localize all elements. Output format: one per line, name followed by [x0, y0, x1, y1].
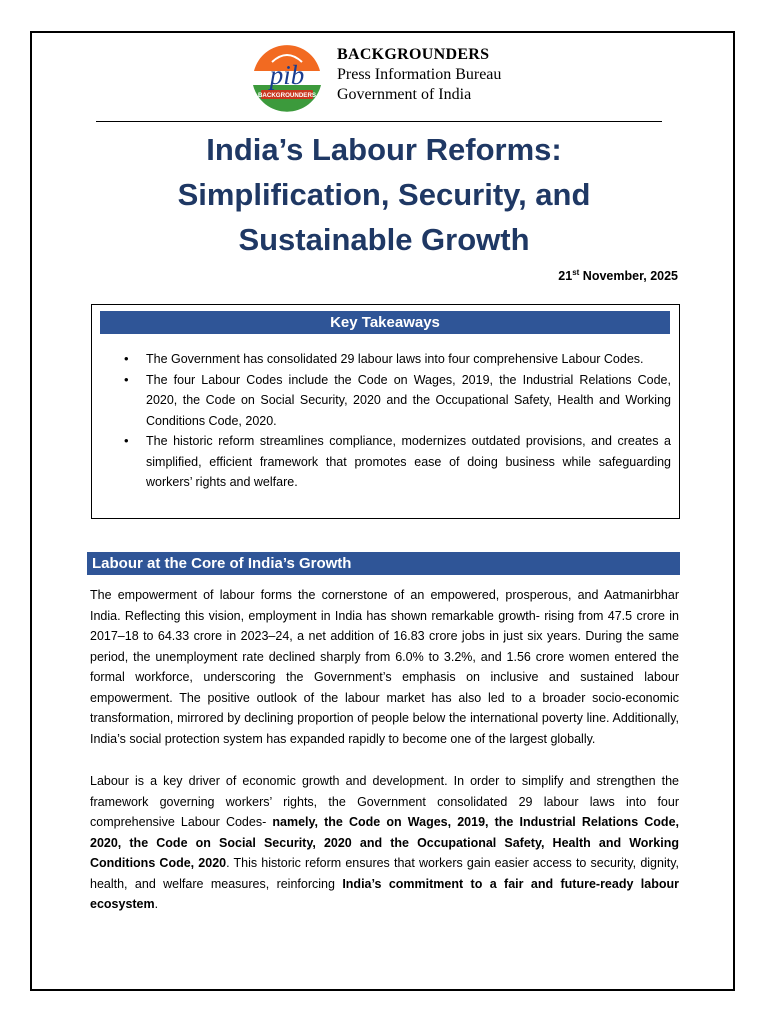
document-title: [96, 127, 672, 262]
takeaway-item: • The Government has consolidated 29 labour laws into four comprehensive Labour Codes.: [116, 349, 671, 370]
date-rest: November, 2025: [579, 269, 678, 284]
publication-date: [558, 268, 678, 283]
header-text: [337, 45, 501, 105]
title-line-2: Simplification, Security, and: [177, 177, 591, 212]
series-name: BACKGROUNDERS: [337, 46, 490, 63]
title-line-1: India’s Labour Reforms:: [206, 132, 562, 167]
pib-logo-icon: [248, 38, 326, 116]
header-divider: [96, 121, 662, 122]
key-takeaways-list: [116, 349, 671, 493]
paragraph-2: [90, 771, 679, 915]
paragraph-2-text-a: Labour is a key driver of economic growth and development. In order to simplify and strengthen the framework governing workers’ rights, the Government consolidated 29 labour laws into four comprehensive Labour Codes-: [90, 774, 679, 829]
key-takeaways-box: [91, 304, 680, 519]
government-name: Government of India: [337, 86, 472, 103]
date-day: 21: [558, 269, 573, 284]
takeaway-item: • The historic reform streamlines compliance, modernizes outdated provisions, and creates a simplified, efficient framework that promotes ease of doing business while safeguarding workers’ rights and welfare.: [116, 431, 671, 493]
date-suffix: st: [572, 268, 580, 277]
logo-band-text: BACKGROUNDERS: [257, 92, 317, 99]
section-heading: Labour at the Core of India’s Growth: [87, 552, 680, 575]
key-takeaways-heading: Key Takeaways: [100, 311, 670, 334]
logo-text: pib: [269, 60, 305, 90]
paragraph-2-bold-commitment: India’s commitment to a fair and future-ready labour ecosystem: [90, 876, 680, 911]
organization-name: Press Information Bureau: [337, 66, 502, 83]
paragraph-2-text-c: .: [154, 897, 159, 911]
takeaway-item: • The four Labour Codes include the Code on Wages, 2019, the Industrial Relations Code, 2020, the Code on Social Security, 2020 and the Occupational Safety, Health and Working Conditions Code, 2020.: [116, 370, 671, 432]
title-line-3: Sustainable Growth: [238, 222, 530, 257]
paragraph-1: The empowerment of labour forms the cornerstone of an empowered, prosperous, and Aatmanirbhar India. Reflecting this vision, employment in India has shown remarkable growth- rising from 47.5 crore in 2017–18 to 64.33 crore in 2023–24, a net addition of 16.83 crore jobs in just six years. During the same period, the unemployment rate declined sharply from 6.0% to 3.2%, and 1.56 crore women entered the formal workforce, underscoring the Government’s emphasis on inclusive and sustained labour empowerment. The positive outlook of the labour market has also led to a broader socio-economic transformation, mirrored by declining proportion of people below the international poverty line. Additionally, India’s social protection system has expanded rapidly to become one of the largest globally.: [90, 588, 679, 746]
paragraph-2-text-b: . This historic reform ensures that workers gain easier access to security, dignity, health, and welfare measures, reinforcing: [90, 856, 679, 891]
paragraph-2-bold-codes: namely, the Code on Wages, 2019, the Industrial Relations Code, 2020, the Code on Social Security, 2020 and the Occupational Safety, Health and Working Conditions Code, 2020: [90, 815, 679, 870]
